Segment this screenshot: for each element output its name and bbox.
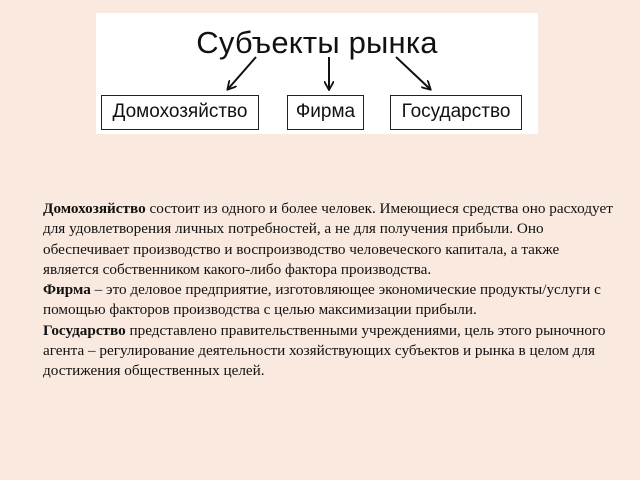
household-term: Домохозяйство bbox=[43, 200, 146, 217]
firm-box: Фирма bbox=[287, 95, 364, 130]
market-subjects-diagram bbox=[96, 13, 538, 134]
state-box: Государство bbox=[390, 95, 522, 130]
arrow-to-household bbox=[228, 57, 256, 89]
firm-term: Фирма bbox=[43, 281, 91, 299]
household-definition bbox=[43, 199, 613, 280]
state-term: Государство bbox=[43, 321, 126, 339]
firm-description: – это деловое предприятие, изготовляющее экономические продукты/услуги с помощью факторов производства с целью максимизации прибыли. bbox=[43, 281, 601, 319]
state-description: представлено правительственными учреждениями, цель этого рыночного агента – регулирование деятельности хозяйствующих субъектов и рынка в целом для достижения общественных целей. bbox=[43, 321, 606, 380]
arrow-to-state bbox=[396, 57, 430, 89]
state-definition bbox=[43, 321, 613, 382]
household-box: Домохозяйство bbox=[101, 95, 259, 130]
firm-definition bbox=[43, 280, 613, 321]
definitions-text bbox=[43, 199, 613, 382]
household-description: состоит из одного и более человек. Имеющиеся средства оно расходует для удовлетворения личных потребностей, а не для получения прибыли. Оно обеспечивает производство и воспроизводство человеческого капитала, а также является собственником какого-либо фактора производства. bbox=[43, 200, 613, 278]
diagram-title: Субъекты рынка bbox=[196, 25, 438, 60]
